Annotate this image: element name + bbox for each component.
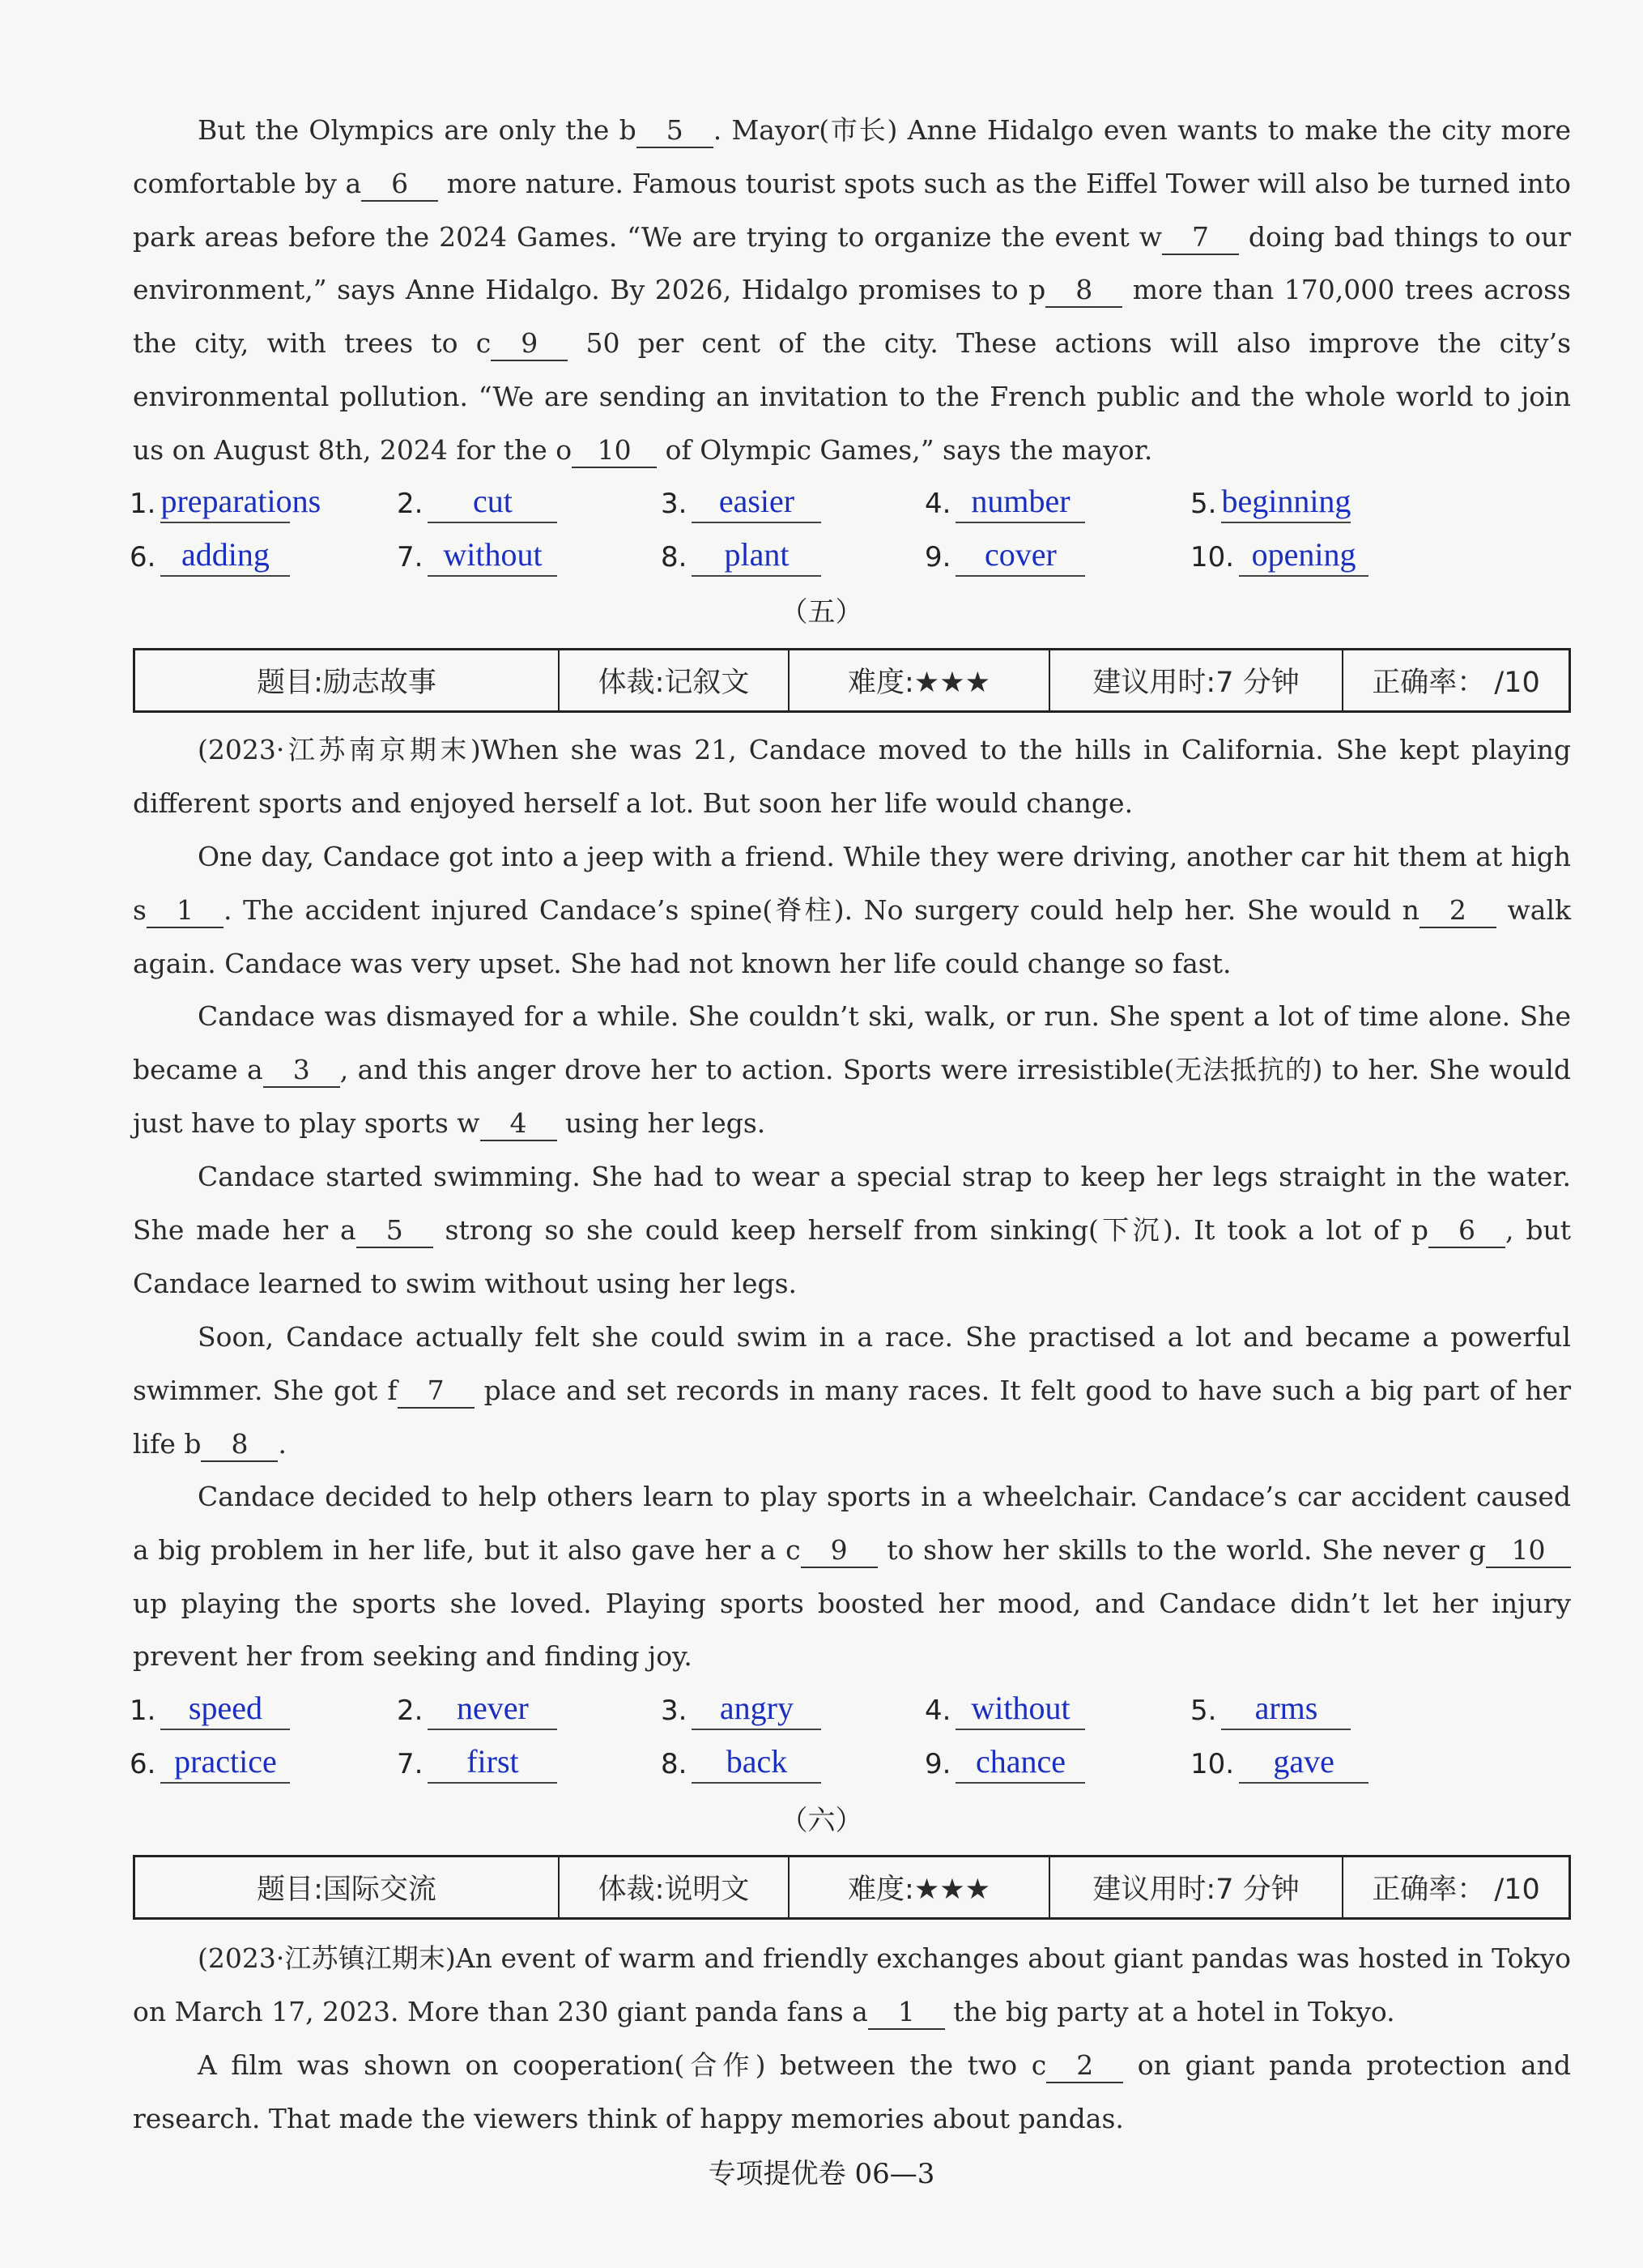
- answer-row: [130, 531, 1506, 580]
- blank: 9: [801, 1534, 878, 1568]
- answer-item: 9. chance: [925, 1738, 1085, 1784]
- answer-value: speed: [160, 1689, 290, 1730]
- answer-item: 10. gave: [1190, 1738, 1368, 1784]
- answer-item: 3. easier: [661, 478, 821, 523]
- answer-value: opening: [1239, 535, 1368, 577]
- blank: 6: [1428, 1214, 1505, 1248]
- answer-item: 5. arms: [1190, 1685, 1351, 1730]
- answer-value: back: [692, 1742, 821, 1784]
- blank: 4: [480, 1107, 557, 1141]
- blank: 5: [636, 114, 713, 148]
- blank: 1: [147, 894, 223, 928]
- answer-item: 6. practice: [130, 1738, 290, 1784]
- info-table: [133, 648, 1571, 713]
- answer-value: cover: [956, 535, 1085, 577]
- answer-value: without: [956, 1689, 1085, 1730]
- answer-item: 10. opening: [1190, 531, 1368, 577]
- passage-paragraph: Candace decided to help others learn to play sports in a wheelchair. Candace’s car accident caused a big problem in her life, but it also gave her a c 9 to show her skills to the world. She never g 10 up playing the sports she loved. Playing sports boosted her mood, and Candace didn’t let her injury prevent her from seeking and finding joy.: [133, 1481, 1571, 1673]
- answer-value: plant: [692, 535, 821, 577]
- answer-value: angry: [692, 1689, 821, 1730]
- answer-value: first: [428, 1742, 557, 1784]
- blank: 8: [1045, 274, 1122, 308]
- answer-value: number: [956, 482, 1085, 523]
- topic-cell: 题目:励志故事: [135, 650, 560, 710]
- answer-row: [130, 1738, 1506, 1787]
- answer-value: without: [428, 535, 557, 577]
- passage-paragraph: Candace started swimming. She had to wear a special strap to keep her legs straight in the water. She made her a 5 strong so she could keep herself from sinking(下沉). It took a lot of p 6 , but Candace learned to swim without using her legs.: [133, 1161, 1571, 1299]
- blank: 7: [398, 1375, 475, 1409]
- page-footer: 专项提优卷 06—3: [708, 2158, 935, 2190]
- blank: 1: [868, 1996, 945, 2030]
- genre-cell: 体裁:说明文: [560, 1857, 790, 1917]
- answer-row: [130, 478, 1506, 526]
- difficulty-cell: 难度:★★★: [790, 1857, 1050, 1917]
- blank: 6: [361, 168, 438, 202]
- answer-value: practice: [160, 1742, 290, 1784]
- section-title: （五）: [780, 596, 863, 629]
- blank: 3: [263, 1054, 340, 1088]
- time-cell: 建议用时:7 分钟: [1050, 650, 1343, 710]
- answer-value: gave: [1239, 1742, 1368, 1784]
- blank: 7: [1162, 221, 1239, 255]
- answer-value: beginning: [1221, 482, 1351, 523]
- section-title: （六）: [780, 1805, 863, 1837]
- answer-item: 2. never: [397, 1685, 557, 1730]
- blank: 5: [356, 1214, 433, 1248]
- blank: 10: [572, 434, 657, 468]
- passage-paragraph: (2023·江苏镇江期末)An event of warm and friendly exchanges about giant pandas was hosted in Tokyo on March 17, 2023. More than 230 giant panda fans a 1 the big party at a hotel in Tokyo.: [133, 1932, 1571, 2039]
- genre-cell: 体裁:记叙文: [560, 650, 790, 710]
- answer-value: adding: [160, 535, 290, 577]
- blank: 2: [1420, 894, 1496, 928]
- passage-paragraph: One day, Candace got into a jeep with a friend. While they were driving, another car hit them at high s 1 . The accident injured Candace’s spine(脊柱). No surgery could help her. She would n 2 walk again. Candace was very upset. She had not known her life could change so fast.: [133, 841, 1571, 979]
- difficulty-cell: 难度:★★★: [790, 650, 1050, 710]
- topic-cell: 题目:国际交流: [135, 1857, 560, 1917]
- passage-paragraph: But the Olympics are only the b 5 . Mayor(市长) Anne Hidalgo even wants to make the city more comfortable by a 6 more nature. Famous tourist spots such as the Eiffel Tower will also be turned into park areas before the 2024 Games. “We are trying to organize the event w 7 doing bad things to our environment,” says Anne Hidalgo. By 2026, Hidalgo promises to p 8 more than 170,000 trees across the city, with trees to c 9 50 per cent of the city. These actions will also improve the city’s environmental pollution. “We are sending an invitation to the French public and the whole world to join us on August 8th, 2024 for the o 10 of Olympic Games,” says the mayor.: [133, 104, 1571, 477]
- answer-item: 3. angry: [661, 1685, 821, 1730]
- answer-item: 4. number: [925, 478, 1085, 523]
- answer-item: 2. cut: [397, 478, 557, 523]
- time-cell: 建议用时:7 分钟: [1050, 1857, 1343, 1917]
- answer-value: arms: [1221, 1689, 1351, 1730]
- blank: 2: [1046, 2049, 1123, 2083]
- blank: 8: [201, 1428, 278, 1462]
- passage-paragraph: A film was shown on cooperation(合作) between the two c 2 on giant panda protection and research. That made the viewers think of happy memories about pandas.: [133, 2049, 1571, 2134]
- answer-item: 1. preparations: [130, 478, 290, 523]
- info-table: [133, 1855, 1571, 1920]
- blank: 10: [1486, 1534, 1571, 1568]
- answer-item: 4. without: [925, 1685, 1085, 1730]
- answer-value: never: [428, 1689, 557, 1730]
- answer-item: 8. back: [661, 1738, 821, 1784]
- answer-item: 6. adding: [130, 531, 290, 577]
- answer-item: 7. without: [397, 531, 557, 577]
- answer-value: easier: [692, 482, 821, 523]
- accuracy-cell: 正确率： /10: [1372, 667, 1540, 699]
- answer-row: [130, 1685, 1506, 1733]
- blank: 9: [491, 327, 568, 361]
- passage-paragraph: Soon, Candace actually felt she could swim in a race. She practised a lot and became a powerful swimmer. She got f 7 place and set records in many races. It felt good to have such a big part of her life b 8 .: [133, 1311, 1571, 1470]
- answer-item: 8. plant: [661, 531, 821, 577]
- answer-item: 1. speed: [130, 1685, 290, 1730]
- answer-item: 7. first: [397, 1738, 557, 1784]
- answer-value: preparations: [160, 482, 290, 523]
- answer-item: 5. beginning: [1190, 478, 1351, 523]
- accuracy-cell: 正确率： /10: [1372, 1874, 1540, 1906]
- passage-paragraph: (2023·江苏南京期末)When she was 21, Candace moved to the hills in California. She kept playing different sports and enjoyed herself a lot. But soon her life would change.: [133, 734, 1571, 819]
- passage-paragraph: Candace was dismayed for a while. She couldn’t ski, walk, or run. She spent a lot of time alone. She became a 3 , and this anger drove her to action. Sports were irresistible(无法抵抗的) to her. She would just have to play sports w 4 using her legs.: [133, 990, 1571, 1149]
- answer-value: cut: [428, 482, 557, 523]
- answer-value: chance: [956, 1742, 1085, 1784]
- answer-item: 9. cover: [925, 531, 1085, 577]
